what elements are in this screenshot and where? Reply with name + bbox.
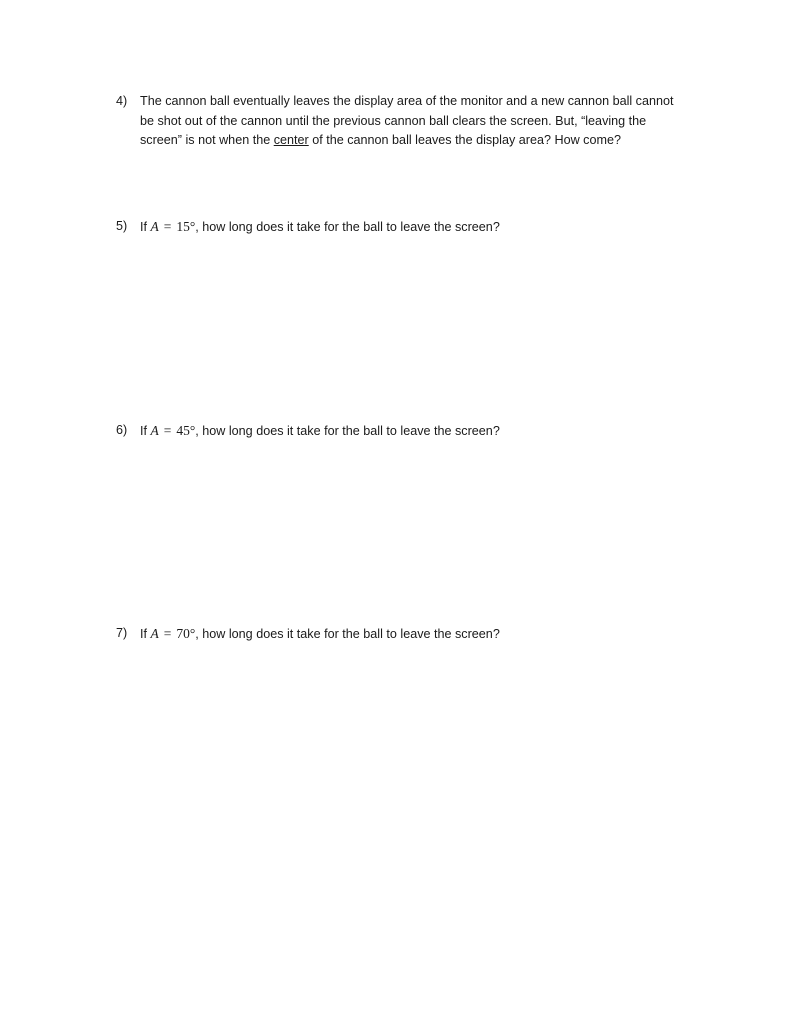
angle-variable: A	[150, 219, 159, 234]
angle-value: 15°	[176, 219, 196, 234]
question-5-prefix: If	[140, 220, 151, 234]
underlined-word-center: center	[273, 133, 309, 147]
equals-sign: =	[163, 626, 172, 641]
question-7-prefix: If	[140, 627, 151, 641]
question-7-text	[140, 624, 716, 645]
question-4-line-2: be shot out of the cannon until the previous cannon ball clears the screen. But, “leaving the	[140, 113, 647, 128]
question-7-suffix: , how long does it take for the ball to leave the screen?	[195, 627, 500, 641]
question-4-text	[140, 92, 716, 151]
question-7-number: 7)	[116, 626, 128, 640]
question-4-line-3-start: screen” is not when the	[140, 133, 274, 147]
question-6-row	[116, 421, 716, 442]
question-4	[116, 92, 716, 151]
question-5-text	[140, 217, 716, 238]
question-4-line-3	[140, 131, 716, 151]
question-5-number: 5)	[116, 219, 128, 233]
question-5-row	[116, 217, 716, 238]
question-6	[116, 421, 716, 442]
angle-variable: A	[150, 423, 159, 438]
question-6-text	[140, 421, 716, 442]
question-6-suffix: , how long does it take for the ball to leave the screen?	[195, 424, 500, 438]
question-7	[116, 624, 716, 645]
question-7-row	[116, 624, 716, 645]
question-6-prefix: If	[140, 424, 151, 438]
question-4-line-1: The cannon ball eventually leaves the display area of the monitor and a new cannon ball cannot	[140, 94, 674, 108]
equals-sign: =	[163, 423, 172, 438]
question-4-line-3-end: of the cannon ball leaves the display area? How come?	[308, 133, 621, 147]
question-4-number: 4)	[116, 94, 128, 108]
question-5	[116, 217, 716, 238]
question-4-row	[116, 92, 716, 151]
question-6-number: 6)	[116, 423, 128, 437]
angle-value: 45°	[176, 423, 196, 438]
question-5-suffix: , how long does it take for the ball to leave the screen?	[195, 220, 500, 234]
angle-value: 70°	[176, 626, 196, 641]
angle-variable: A	[150, 626, 159, 641]
equals-sign: =	[163, 219, 172, 234]
